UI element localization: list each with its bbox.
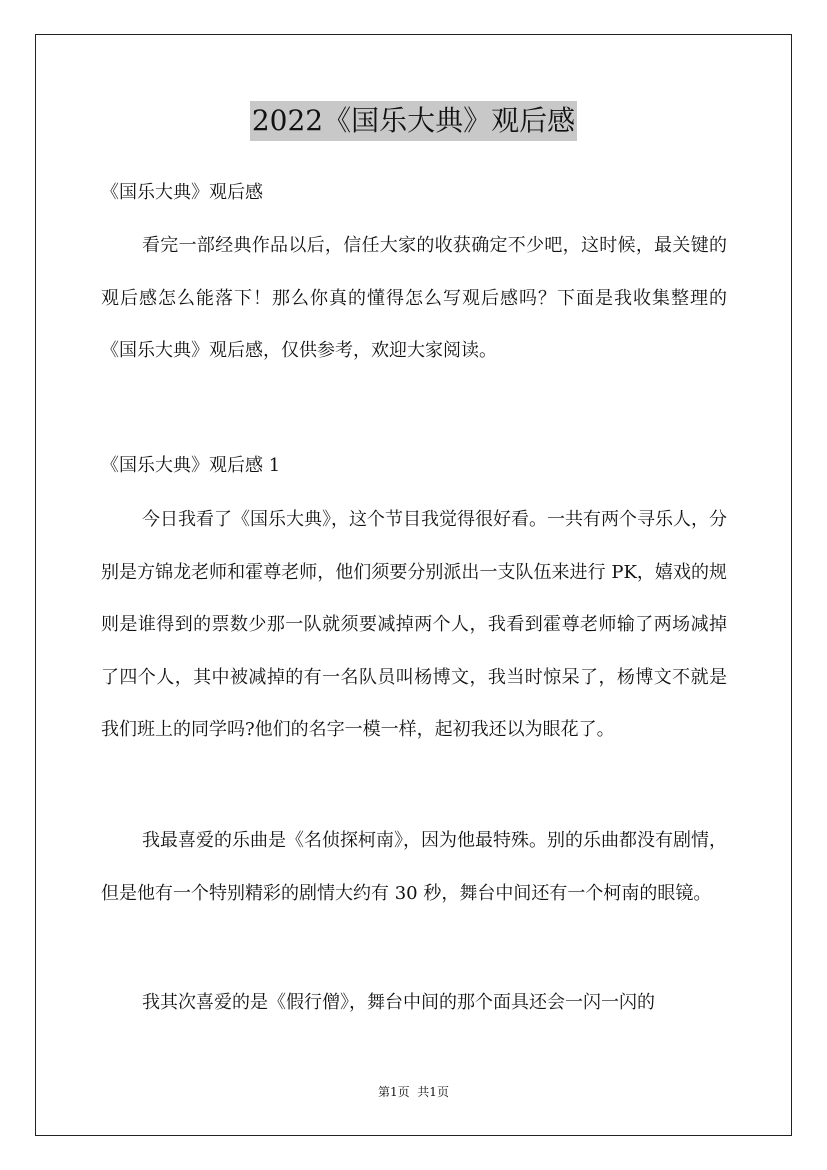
intro-paragraph: 看完一部经典作品以后，信任大家的收获确定不少吧，这时候，最关键的观后感怎么能落下！那么你真的懂得怎么写观后感吗？下面是我收集整理的《国乐大典》观后感，仅供参考，欢迎大家阅读。 [101, 235, 727, 361]
section1-paragraph-3: 我其次喜爱的是《假行僧》，舞台中间的那个面具还会一闪一闪的 [142, 992, 655, 1013]
section1-paragraph-1: 今日我看了《国乐大典》，这个节目我觉得很好看。一共有两个寻乐人，分别是方锦龙老师和霍尊老师，他们须要分别派出一支队伍来进行 PK，嬉戏的规则是谁得到的票数少那一队就须要减掉两个人，我看到霍尊老师输了两场减掉了四个人，其中被减掉的有一名队员叫杨博文，我当时惊呆了，杨博文不就是我们班上的同学吗?他们的名字一模一样，起初我还以为眼花了。 [101, 509, 727, 740]
title-container [0, 101, 827, 141]
document-title: 2022《国乐大典》观后感 [250, 101, 577, 141]
section1-heading: 《国乐大典》观后感 1 [101, 455, 281, 476]
section1-paragraph-2: 我最喜爱的乐曲是《名侦探柯南》，因为他最特殊。别的乐曲都没有剧情，但是他有一个特别精彩的剧情大约有 30 秒，舞台中间还有一个柯南的眼镜。 [101, 830, 727, 904]
intro-heading: 《国乐大典》观后感 [101, 182, 263, 203]
page-footer: 第1页 共1页 [378, 1085, 449, 1099]
